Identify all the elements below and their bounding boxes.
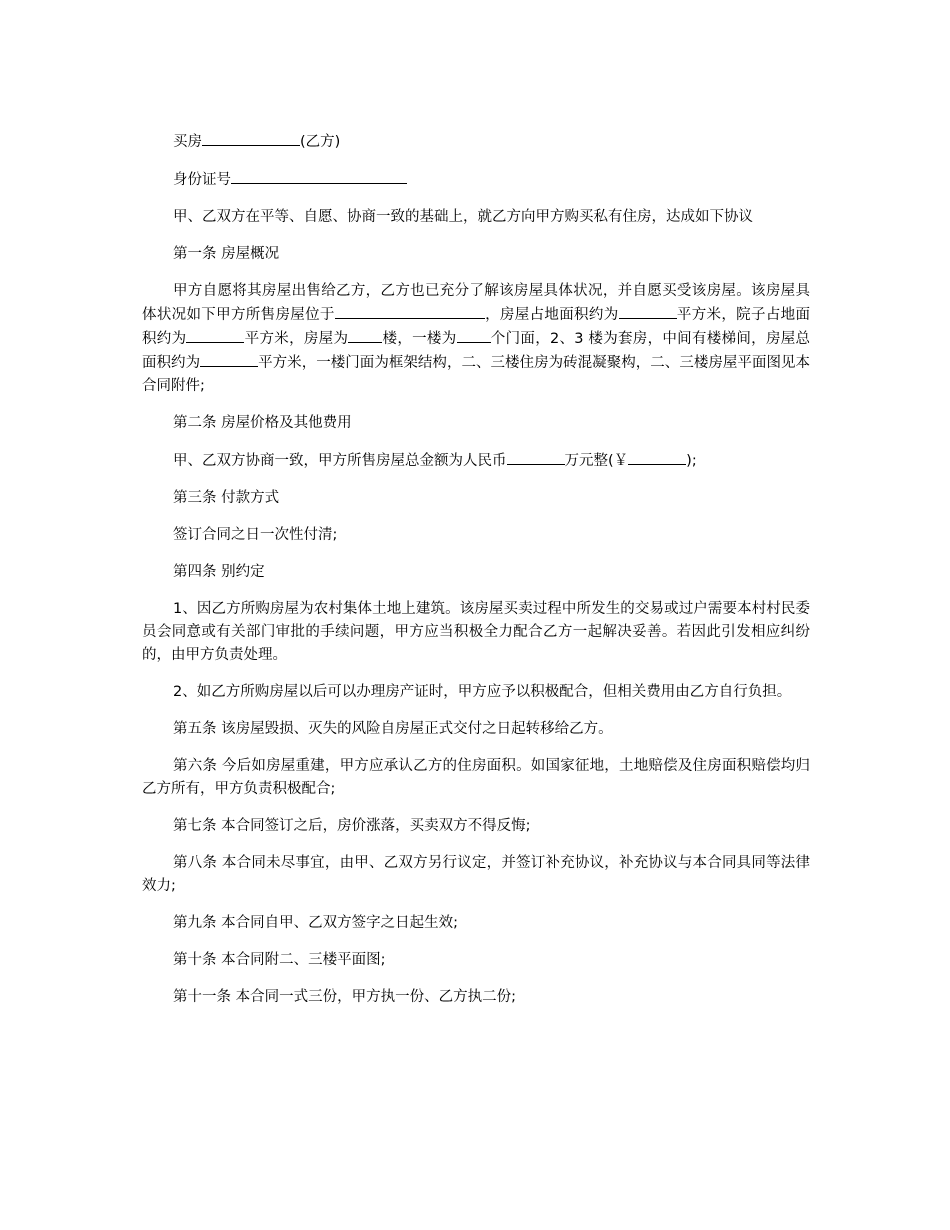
article-1-text-6: 个门面，2、3 楼为套房，中间有楼梯间，房屋总面积约为 (142, 331, 811, 371)
article-1-text-5: 楼，一楼为 (382, 331, 457, 347)
price-words-blank (507, 449, 565, 465)
id-number-blank (231, 168, 407, 184)
article-2-title: 第二条 房屋价格及其他费用 (173, 415, 352, 431)
article-1-text-2: ，房屋占地面积约为 (484, 307, 619, 323)
id-label: 身份证号 (173, 172, 231, 188)
storefronts-blank (457, 327, 491, 343)
article-3-body: 签订合同之日一次性付清; (173, 527, 338, 543)
article-2-body (142, 449, 810, 473)
article-1-text-3: 平方米，院子占地面积约为 (142, 307, 810, 347)
article-4-item-2: 2、如乙方所购房屋以后可以办理房产证时，甲方应予以积极配合，但相关费用由乙方自行负担。 (173, 684, 792, 700)
yard-area-blank (186, 327, 244, 343)
total-area-blank (200, 351, 258, 367)
article-2-text-2: 万元整(￥ (564, 453, 629, 469)
article-2-text-3: ); (686, 453, 697, 469)
article-1-title: 第一条 房屋概况 (173, 246, 280, 262)
article-1-text-1: 甲方自愿将其房屋出售给乙方，乙方也已充分了解该房屋具体状况，并自愿买受该房屋。该房屋具体状况如下甲方所售房屋位于 (142, 283, 810, 323)
buyer-name-blank (202, 130, 300, 146)
article-4-item-1: 1、因乙方所购房屋为农村集体土地上建筑。该房屋买卖过程中所发生的交易或过户需要本村村民委员会同意或有关部门审批的手续问题，甲方应当积极全力配合乙方一起解决妥善。若因此引发相应纠纷的，由甲方负责处理。 (142, 601, 810, 663)
article-11: 第十一条 本合同一式三份，甲方执一份、乙方执二份; (173, 989, 516, 1005)
article-10: 第十条 本合同附二、三楼平面图; (173, 952, 386, 968)
price-number-blank (628, 449, 686, 465)
article-9: 第九条 本合同自甲、乙双方签字之日起生效; (173, 915, 458, 931)
article-1-body (142, 280, 810, 398)
id-line (142, 168, 810, 192)
article-5: 第五条 该房屋毁损、灭失的风险自房屋正式交付之日起转移给乙方。 (173, 721, 613, 737)
article-2-text-1: 甲、乙双方协商一致，甲方所售房屋总金额为人民币 (173, 453, 507, 469)
buyer-suffix: (乙方) (300, 134, 341, 150)
buyer-line (142, 130, 810, 154)
buyer-label: 买房 (173, 134, 202, 150)
article-7: 第七条 本合同签订之后，房价涨落，买卖双方不得反悔; (173, 818, 531, 834)
location-blank (335, 303, 485, 319)
intro-paragraph: 甲、乙双方在平等、自愿、协商一致的基础上，就乙方向甲方购买私有住房，达成如下协议 (173, 209, 753, 225)
floors-blank (348, 327, 382, 343)
article-1-text-7: 平方米，一楼门面为框架结构，二、三楼住房为砖混凝聚构，二、三楼房屋平面图见本合同附件; (142, 355, 811, 394)
house-area-blank (619, 303, 677, 319)
contract-body (142, 130, 810, 1023)
article-1-text-4: 平方米，房屋为 (244, 331, 349, 347)
article-4-title: 第四条 别约定 (173, 564, 265, 580)
article-6: 第六条 今后如房屋重建，甲方应承认乙方的住房面积。如国家征地，土地赔偿及住房面积赔偿均归乙方所有，甲方负责积极配合; (142, 758, 810, 797)
article-8: 第八条 本合同未尽事宜，由甲、乙双方另行议定，并签订补充协议，补充协议与本合同具同等法律效力; (142, 855, 810, 894)
article-3-title: 第三条 付款方式 (173, 490, 280, 506)
